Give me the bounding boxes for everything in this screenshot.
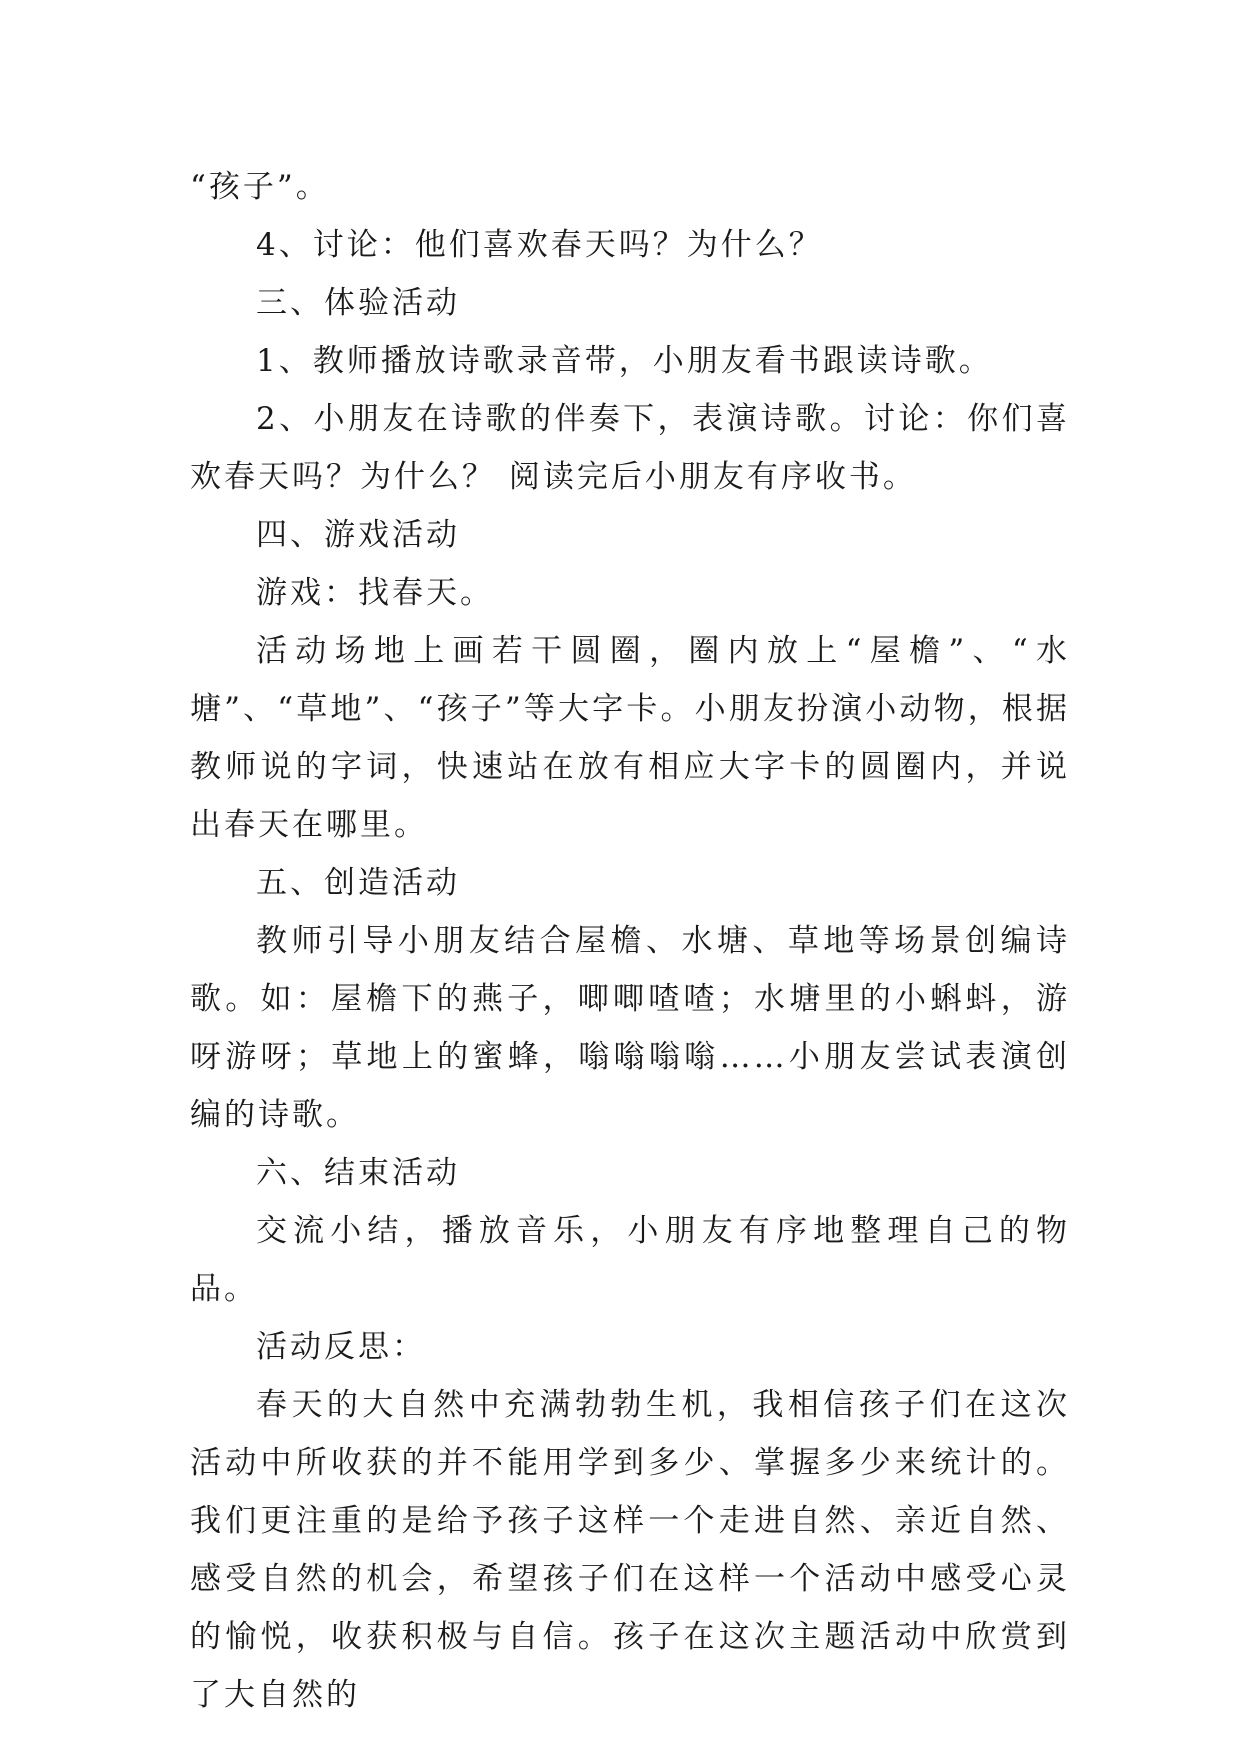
body-text (190, 158, 1070, 1724)
paragraph-creation: 教师引导小朋友结合屋檐、水塘、草地等场景创编诗歌。如：屋檐下的燕子，唧唧喳喳；水塘里的小蝌蚪，游呀游呀；草地上的蜜蜂，嗡嗡嗡嗡……小朋友尝试表演创编的诗歌。 (190, 923, 1070, 1133)
paragraph-discussion: 4、讨论：他们喜欢春天吗？为什么？ (256, 227, 823, 263)
section-heading-game: 四、游戏活动 (256, 517, 460, 553)
paragraph-continuation: “孩子”。 (190, 169, 330, 205)
paragraph-experience-1: 1、教师播放诗歌录音带，小朋友看书跟读诗歌。 (256, 343, 993, 379)
paragraph-ending: 交流小结，播放音乐，小朋友有序地整理自己的物品。 (190, 1213, 1070, 1307)
paragraph-reflection: 春天的大自然中充满勃勃生机，我相信孩子们在这次活动中所收获的并不能用学到多少、掌握多少来统计的。我们更注重的是给予孩子这样一个走进自然、亲近自然、感受自然的机会，希望孩子们在这样一个活动中感受心灵的愉悦，收获积极与自信。孩子在这次主题活动中欣赏到了大自然的 (190, 1387, 1070, 1713)
paragraph-game-title: 游戏：找春天。 (256, 575, 494, 611)
paragraph-game-rules: 活动场地上画若干圆圈，圈内放上“屋檐”、“水塘”、“草地”、“孩子”等大字卡。小朋友扮演小动物，根据教师说的字词，快速站在放有相应大字卡的圆圈内，并说出春天在哪里。 (190, 633, 1070, 843)
paragraph-experience-2: 2、小朋友在诗歌的伴奏下，表演诗歌。讨论：你们喜欢春天吗？为什么？ 阅读完后小朋友有序收书。 (190, 401, 1070, 495)
section-heading-creation: 五、创造活动 (256, 865, 460, 901)
section-heading-reflection: 活动反思： (256, 1329, 426, 1365)
section-heading-ending: 六、结束活动 (256, 1155, 460, 1191)
section-heading-experience: 三、体验活动 (256, 285, 460, 321)
